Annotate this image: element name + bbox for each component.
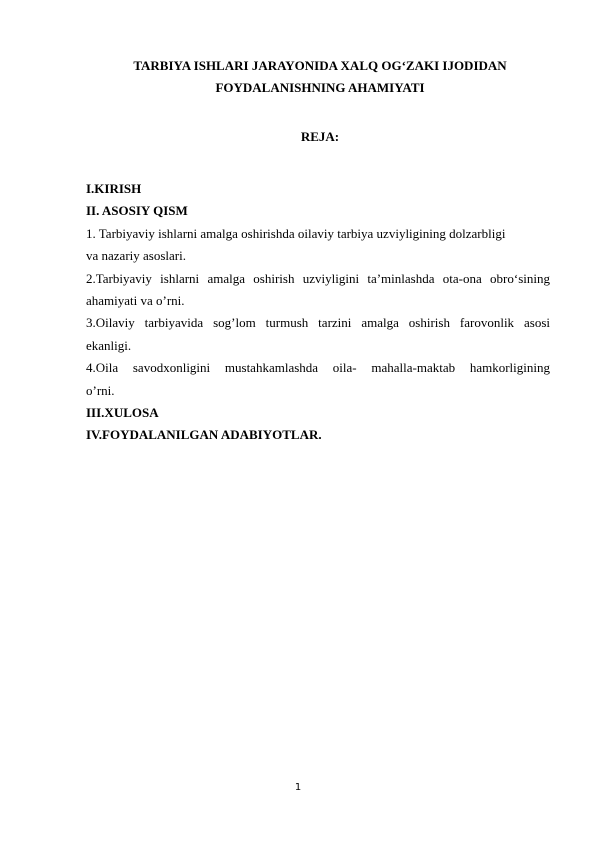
- plan-item-4-line-2: o’rni.: [86, 382, 115, 398]
- page-number: 1: [294, 782, 302, 793]
- plan-item-4-line-1: 4.Oila savodxonligini mustahkamlashda oila- mahalla-maktab hamkorligining: [86, 360, 550, 376]
- plan-item-3-line-1: 3.Oilaviy tarbiyavida sog’lom turmush tarzini amalga oshirish farovonlik asosi: [86, 315, 550, 331]
- document-title-line-1: TARBIYA ISHLARI JARAYONIDA XALQ OG‘ZAKI IJODIDAN: [133, 58, 507, 73]
- document-title-line-2: FOYDALANISHNING AHAMIYATI: [215, 80, 425, 95]
- plan-item-1-line-1: 1. Tarbiyaviy ishlarni amalga oshirishda oilaviy tarbiya uzviyligining dolzarbligi: [86, 225, 506, 241]
- plan-item-2-line-2: ahamiyati va o’rni.: [86, 292, 185, 308]
- section-intro: I.KIRISH: [86, 181, 142, 196]
- plan-item-3-line-2: ekanligi.: [86, 337, 132, 353]
- plan-outline: [86, 178, 550, 447]
- section-conclusion: III.XULOSA: [86, 404, 159, 420]
- plan-heading: REJA:: [300, 129, 340, 144]
- plan-item-2-line-1: 2.Tarbiyaviy ishlarni amalga oshirish uzviyligini ta’minlashda ota-ona obro‘sining: [86, 270, 550, 286]
- section-main: II. ASOSIY QISM: [86, 203, 188, 219]
- section-references: IV.FOYDALANILGAN ADABIYOTLAR.: [86, 427, 322, 443]
- plan-item-1-line-2: va nazariy asoslari.: [86, 248, 186, 264]
